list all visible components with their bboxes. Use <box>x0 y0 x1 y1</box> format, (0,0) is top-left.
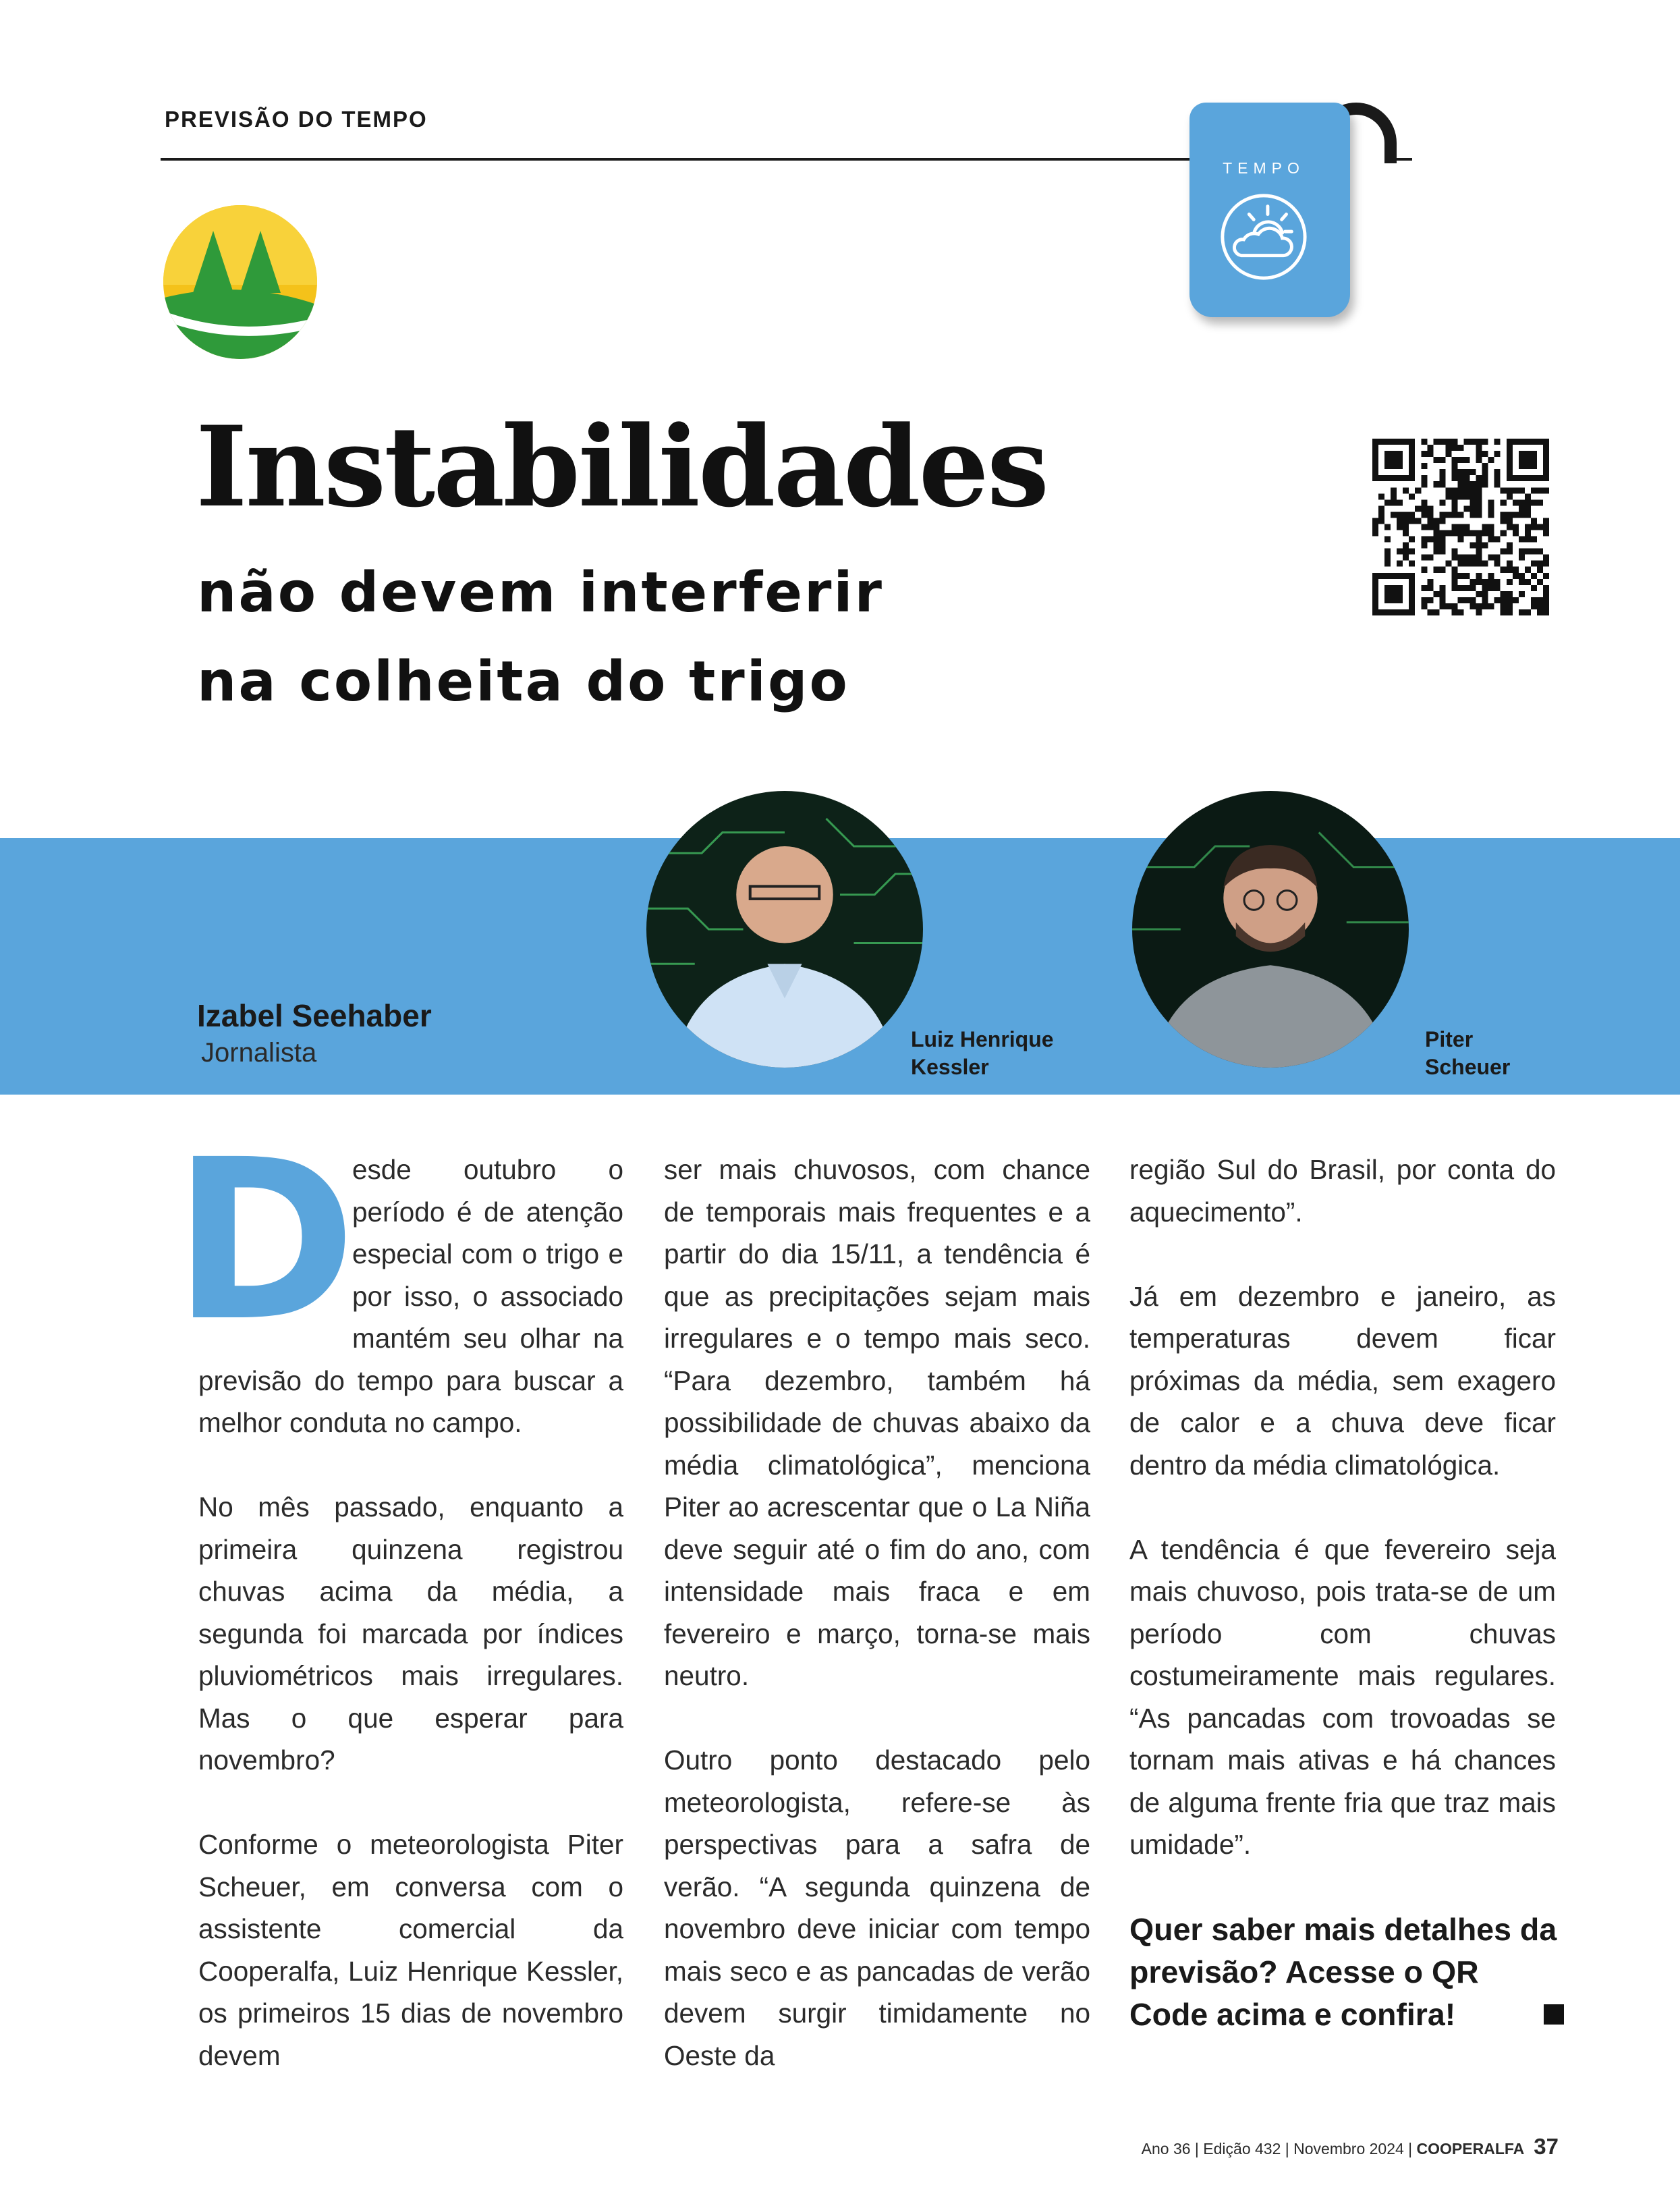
caption-luiz-henrique-kessler <box>911 1026 1054 1081</box>
article-subtitle-line2: na colheita do trigo <box>197 650 849 714</box>
paragraph: Conforme o meteorologista Piter Scheuer, em conversa com o assistente comercial da Cooperalfa, Luiz Henrique Kessler, os primeiros 15 dias de novembro devem <box>198 1829 623 2071</box>
body-column-3 <box>1129 1149 1556 1866</box>
tempo-tab-label: TEMPO <box>1223 159 1305 177</box>
footer-info: Ano 36 | Edição 432 | Novembro 2024 | <box>1141 2140 1413 2157</box>
paragraph: No mês passado, enquanto a primeira quinzena registrou chuvas acima da média, a segunda foi marcada por índices pluviométricos mais irregulares. Mas o que esperar para novembro? <box>198 1491 623 1776</box>
end-mark <box>1544 2004 1564 2025</box>
qr-code[interactable] <box>1372 439 1549 615</box>
sun-cloud-icon <box>1217 190 1310 283</box>
article-title: Instabilidades <box>196 402 1048 532</box>
caption-line: Luiz Henrique <box>911 1027 1054 1051</box>
body-column-2 <box>664 1149 1090 2077</box>
paragraph <box>173 1113 623 1444</box>
call-to-action: Quer saber mais detalhes da previsão? Acesse o QR Code acima e confira! <box>1129 1912 1557 2032</box>
caption-line: Kessler <box>911 1055 989 1079</box>
section-label: PREVISÃO DO TEMPO <box>165 107 428 132</box>
caption-piter-scheuer <box>1425 1026 1510 1081</box>
caption-line: Piter <box>1425 1027 1474 1051</box>
paragraph: A tendência é que fevereiro seja mais chuvoso, pois trata-se de um período com chuvas costumeiramente mais regulares. “As pancadas com trovoadas se tornam mais ativas e há chances de alguma frente fria que traz mais umidade”. <box>1129 1533 1556 1860</box>
paragraph-text: esde outubro o período é de atenção especial com o trigo e por isso, o associado mantém seu olhar na previsão do tempo para buscar a melhor conduta no campo. <box>198 1154 623 1438</box>
body-column-1 <box>173 1113 623 2077</box>
paragraph: Já em dezembro e janeiro, as temperaturas devem ficar próximas da média, sem exagero de calor e a chuva deve ficar dentro da média climatológica. <box>1129 1280 1556 1481</box>
footer <box>1032 2134 1559 2160</box>
author-name: Izabel Seehaber <box>197 998 432 1033</box>
paragraph: região Sul do Brasil, por conta do aquecimento”. <box>1129 1154 1556 1228</box>
paragraph: Outro ponto destacado pelo meteorologista, refere-se às perspectivas para a safra de verão. “A segunda quinzena de novembro deve iniciar com tempo mais seco e as pancadas de verão devem surgir timidamente no Oeste da <box>664 1744 1090 2071</box>
article-subtitle-line1: não devem interferir <box>197 561 884 625</box>
cooperalfa-logo <box>162 204 318 360</box>
caption-line: Scheuer <box>1425 1055 1511 1079</box>
drop-cap: D <box>173 1113 357 1370</box>
footer-brand: COOPERALFA <box>1416 2140 1525 2157</box>
photo-luiz-henrique-kessler <box>646 791 923 1068</box>
author-role: Jornalista <box>201 1038 317 1068</box>
photo-piter-scheuer <box>1132 791 1409 1068</box>
paragraph: ser mais chuvosos, com chance de temporais mais frequentes e a partir do dia 15/11, a tendência é que as precipitações sejam mais irregulares e o tempo mais seco. “Para dezembro, também há possibilidade de chuvas abaixo da média climatológica”, menciona Piter ao acrescentar que o La Niña deve seguir até o fim do ano, com intensidade mais fraca e em fevereiro e março, torna-se mais neutro. <box>664 1154 1090 1691</box>
page-number: 37 <box>1534 2134 1559 2159</box>
